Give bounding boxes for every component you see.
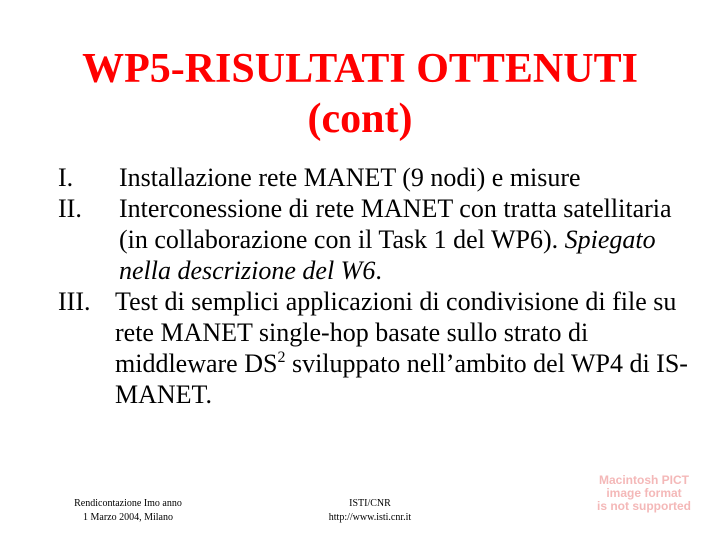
list-item-number: III.	[58, 287, 91, 316]
list-item	[58, 193, 698, 286]
list-item	[58, 162, 698, 193]
results-list	[58, 162, 698, 410]
slide-title	[0, 44, 720, 144]
slide-title-line2: (cont)	[307, 96, 413, 142]
list-item-text	[115, 286, 698, 410]
footer-institution: ISTI/CNR	[349, 498, 391, 509]
footer-center	[300, 497, 440, 525]
list-item-text-body: Installazione rete MANET (9 nodi) e misure	[119, 163, 581, 192]
list-item-text-italic: Spiegato nella descrizione del W6	[119, 225, 656, 285]
footer-date-location: 1 Marzo 2004, Milano	[83, 512, 173, 523]
placeholder-line3: is not supported	[597, 498, 691, 513]
list-item-text-end: .	[375, 256, 382, 285]
list-item	[58, 286, 698, 410]
footer-url-link[interactable]: http://www.isti.cnr.it	[328, 512, 412, 523]
list-item-text-body: Interconessione di rete MANET con tratta satellitaria (in collaborazione con il Task 1 del WP6).	[119, 194, 672, 254]
list-item-number: II.	[58, 194, 82, 223]
unsupported-image-placeholder	[585, 470, 703, 516]
slide-title-line1: WP5-RISULTATI OTTENUTI	[82, 46, 638, 92]
placeholder-line1: Macintosh PICT	[598, 472, 689, 487]
list-item-number: I.	[58, 163, 74, 192]
footer-left	[58, 497, 198, 525]
footer-report-title: Rendicontazione Imo anno	[74, 498, 182, 509]
list-item-text-superscript: 2	[277, 349, 286, 366]
list-item-text	[119, 193, 698, 286]
list-item-text	[119, 162, 698, 193]
placeholder-line2: image format	[606, 485, 682, 500]
list-item-text-body: Test di semplici applicazioni di condivisione di file su rete MANET single-hop basate sullo strato di middleware DS	[115, 287, 677, 378]
list-item-text-end: sviluppato nell’ambito del WP4 di IS-MANET.	[115, 349, 688, 409]
